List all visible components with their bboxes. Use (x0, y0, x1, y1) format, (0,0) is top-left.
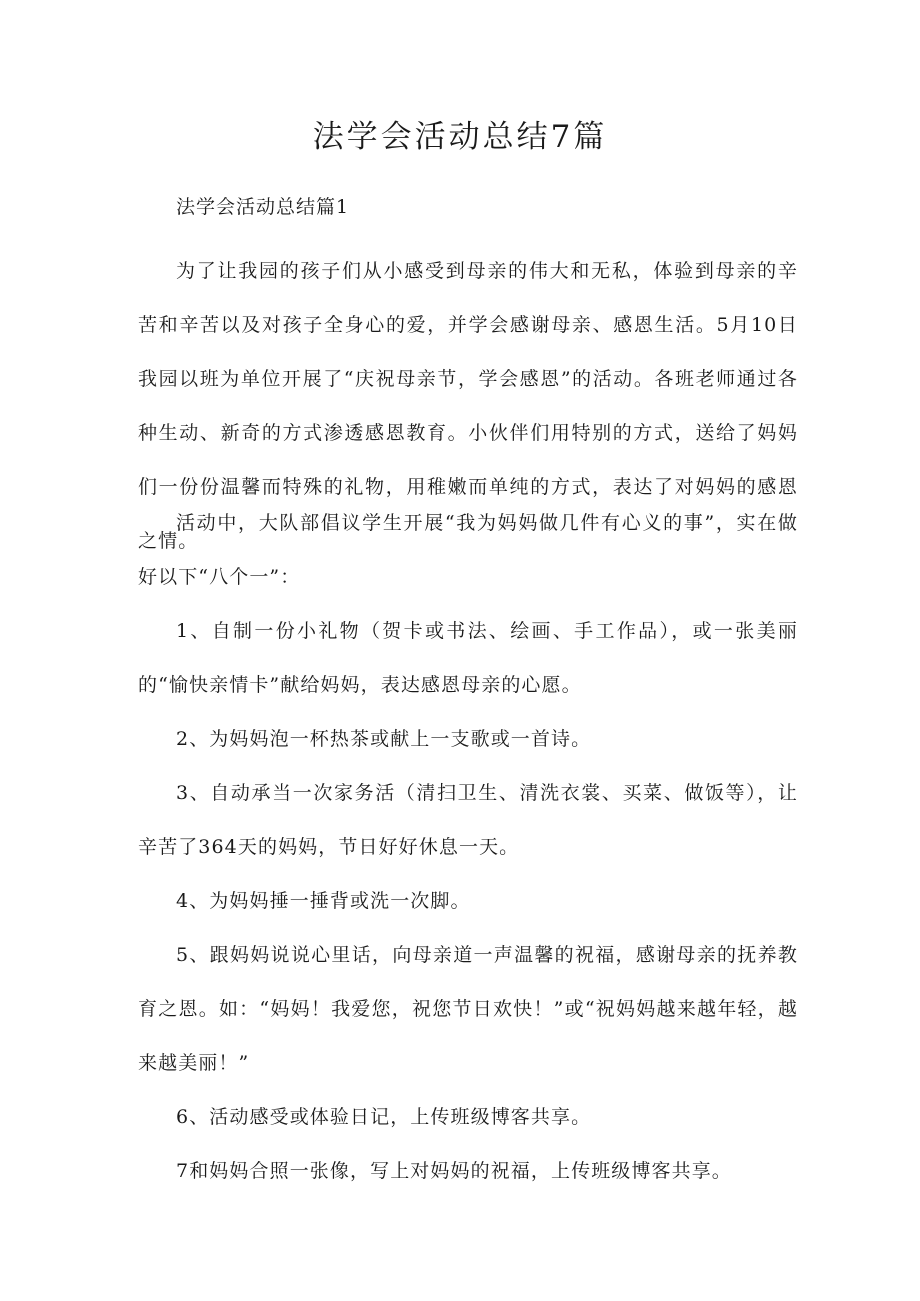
list-item-5: 5、跟妈妈说说心里话，向母亲道一声温馨的祝福，感谢母亲的抚养教育之恩。如：“妈妈！我爱您，祝您节日欢快！”或“祝妈妈越来越年轻，越来越美丽！” (138, 944, 798, 1074)
list-item-2: 2、为妈妈泡一杯热茶或献上一支歌或一首诗。 (176, 728, 592, 750)
paragraph-activity: 活动中，大队部倡议学生开展“我为妈妈做几件有心义的事”，实在做好以下“八个一”： (138, 512, 798, 588)
section-heading: 法学会活动总结篇1 (176, 196, 350, 218)
list-item-7: 7和妈妈合照一张像，写上对妈妈的祝福，上传班级博客共享。 (176, 1160, 732, 1182)
list-item-4: 4、为妈妈捶一捶背或洗一次脚。 (176, 890, 471, 912)
list-item-1: 1、自制一份小礼物（贺卡或书法、绘画、手工作品），或一张美丽的“愉快亲情卡”献给妈妈，表达感恩母亲的心愿。 (138, 620, 798, 696)
paragraph-intro: 为了让我园的孩子们从小感受到母亲的伟大和无私，体验到母亲的辛苦和辛苦以及对孩子全身心的爱，并学会感谢母亲、感恩生活。5月10日我园以班为单位开展了“庆祝母亲节，学会感恩”的活动。各班老师通过各种生动、新奇的方式渗透感恩教育。小伙伴们用特别的方式，送给了妈妈们一份份温馨而特殊的礼物，用稚嫩而单纯的方式，表达了对妈妈的感恩之情。 (138, 260, 798, 552)
list-item-6: 6、活动感受或体验日记，上传班级博客共享。 (176, 1106, 592, 1128)
list-item-3: 3、自动承当一次家务活（清扫卫生、清洗衣裳、买菜、做饭等），让辛苦了364天的妈妈，节日好好休息一天。 (138, 782, 798, 858)
document-title: 法学会活动总结7篇 (312, 119, 608, 155)
